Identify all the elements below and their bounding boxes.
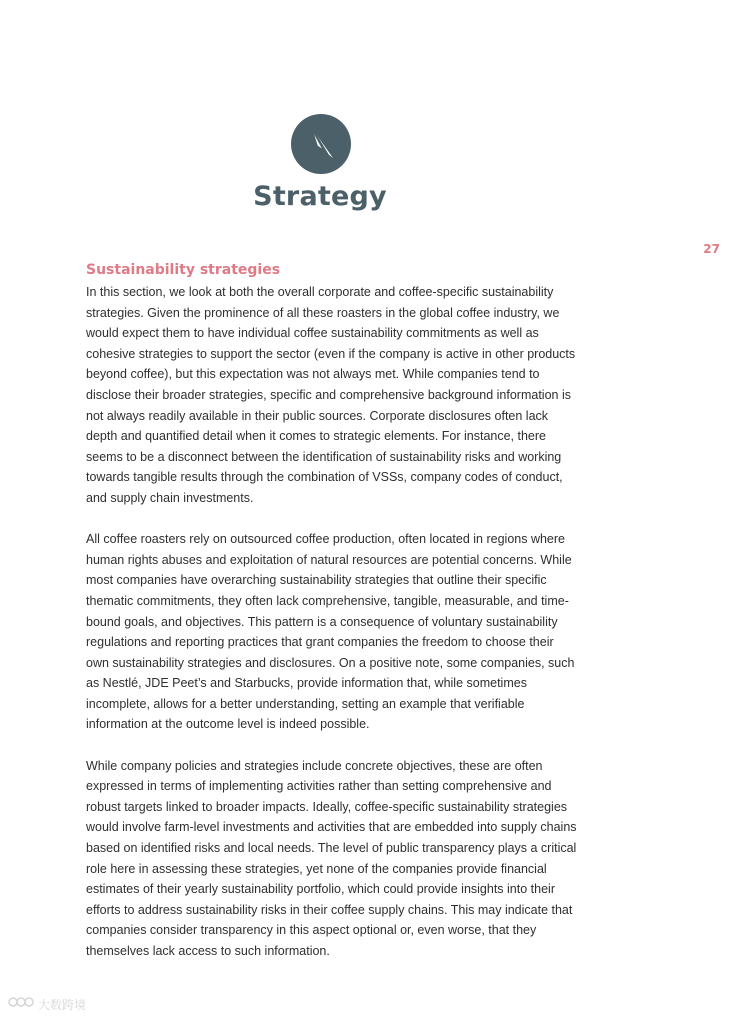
section-heading: Sustainability strategies: [86, 262, 281, 278]
paragraph-1: In this section, we look at both the overall corporate and coffee-specific sustainability strategies. Given the prominence of all these roasters in the global coffee industry, we would expect them to have individual coffee sustainability commitments as well as cohesive strategies to support the sector (even if the company is active in other products beyond coffee), but this expectation was not always met. While companies tend to disclose their broader strategies, specific and comprehensive background information is not always readily available in their public sources. Corporate disclosures often lack depth and quantified detail when it comes to strategic elements. For instance, there seems to be a disconnect between the identification of sustainability risks and working towards tangible results through the combination of VSSs, company codes of conduct, and supply chain investments.: [86, 285, 576, 505]
paragraph-3: While company policies and strategies include concrete objectives, these are often expressed in terms of implementing activities rather than setting comprehensive and robust targets linked to broader impacts. Ideally, coffee-specific sustainability strategies would involve farm-level investments and activities that are embedded into supply chains based on identified risks and local needs. The level of public transparency plays a critical role here in assessing these strategies, yet none of the companies provide financial estimates of their yearly sustainability portfolio, which could provide insights into their efforts to address sustainability risks in their coffee supply chains. This may indicate that companies consider transparency in this aspect optional or, even worse, that they themselves lack access to such information.: [86, 758, 577, 958]
compass-icon: [290, 113, 352, 175]
page-title: Strategy: [253, 181, 387, 212]
watermark-logo-icon: [8, 995, 34, 1014]
paragraph-2: All coffee roasters rely on outsourced coffee production, often located in regions where human rights abuses and exploitation of natural resources are potential concerns. While most companies have overarching sustainability strategies that outline their specific thematic commitments, they often lack comprehensive, tangible, measurable, and time-bound goals, and objectives. This pattern is a consequence of voluntary sustainability regulations and reporting practices that grant companies the freedom to choose their own sustainability strategies and disclosures. On a positive note, some companies, such as Nestlé, JDE Peet’s and Starbucks, provide information that, while sometimes incomplete, allows for a better understanding, setting an example that verifiable information at the outcome level is indeed possible.: [86, 532, 575, 732]
main-content: [86, 260, 580, 982]
page-number: 27: [703, 242, 720, 256]
watermark-text: 大数跨境: [38, 998, 87, 1012]
watermark: [8, 995, 86, 1014]
